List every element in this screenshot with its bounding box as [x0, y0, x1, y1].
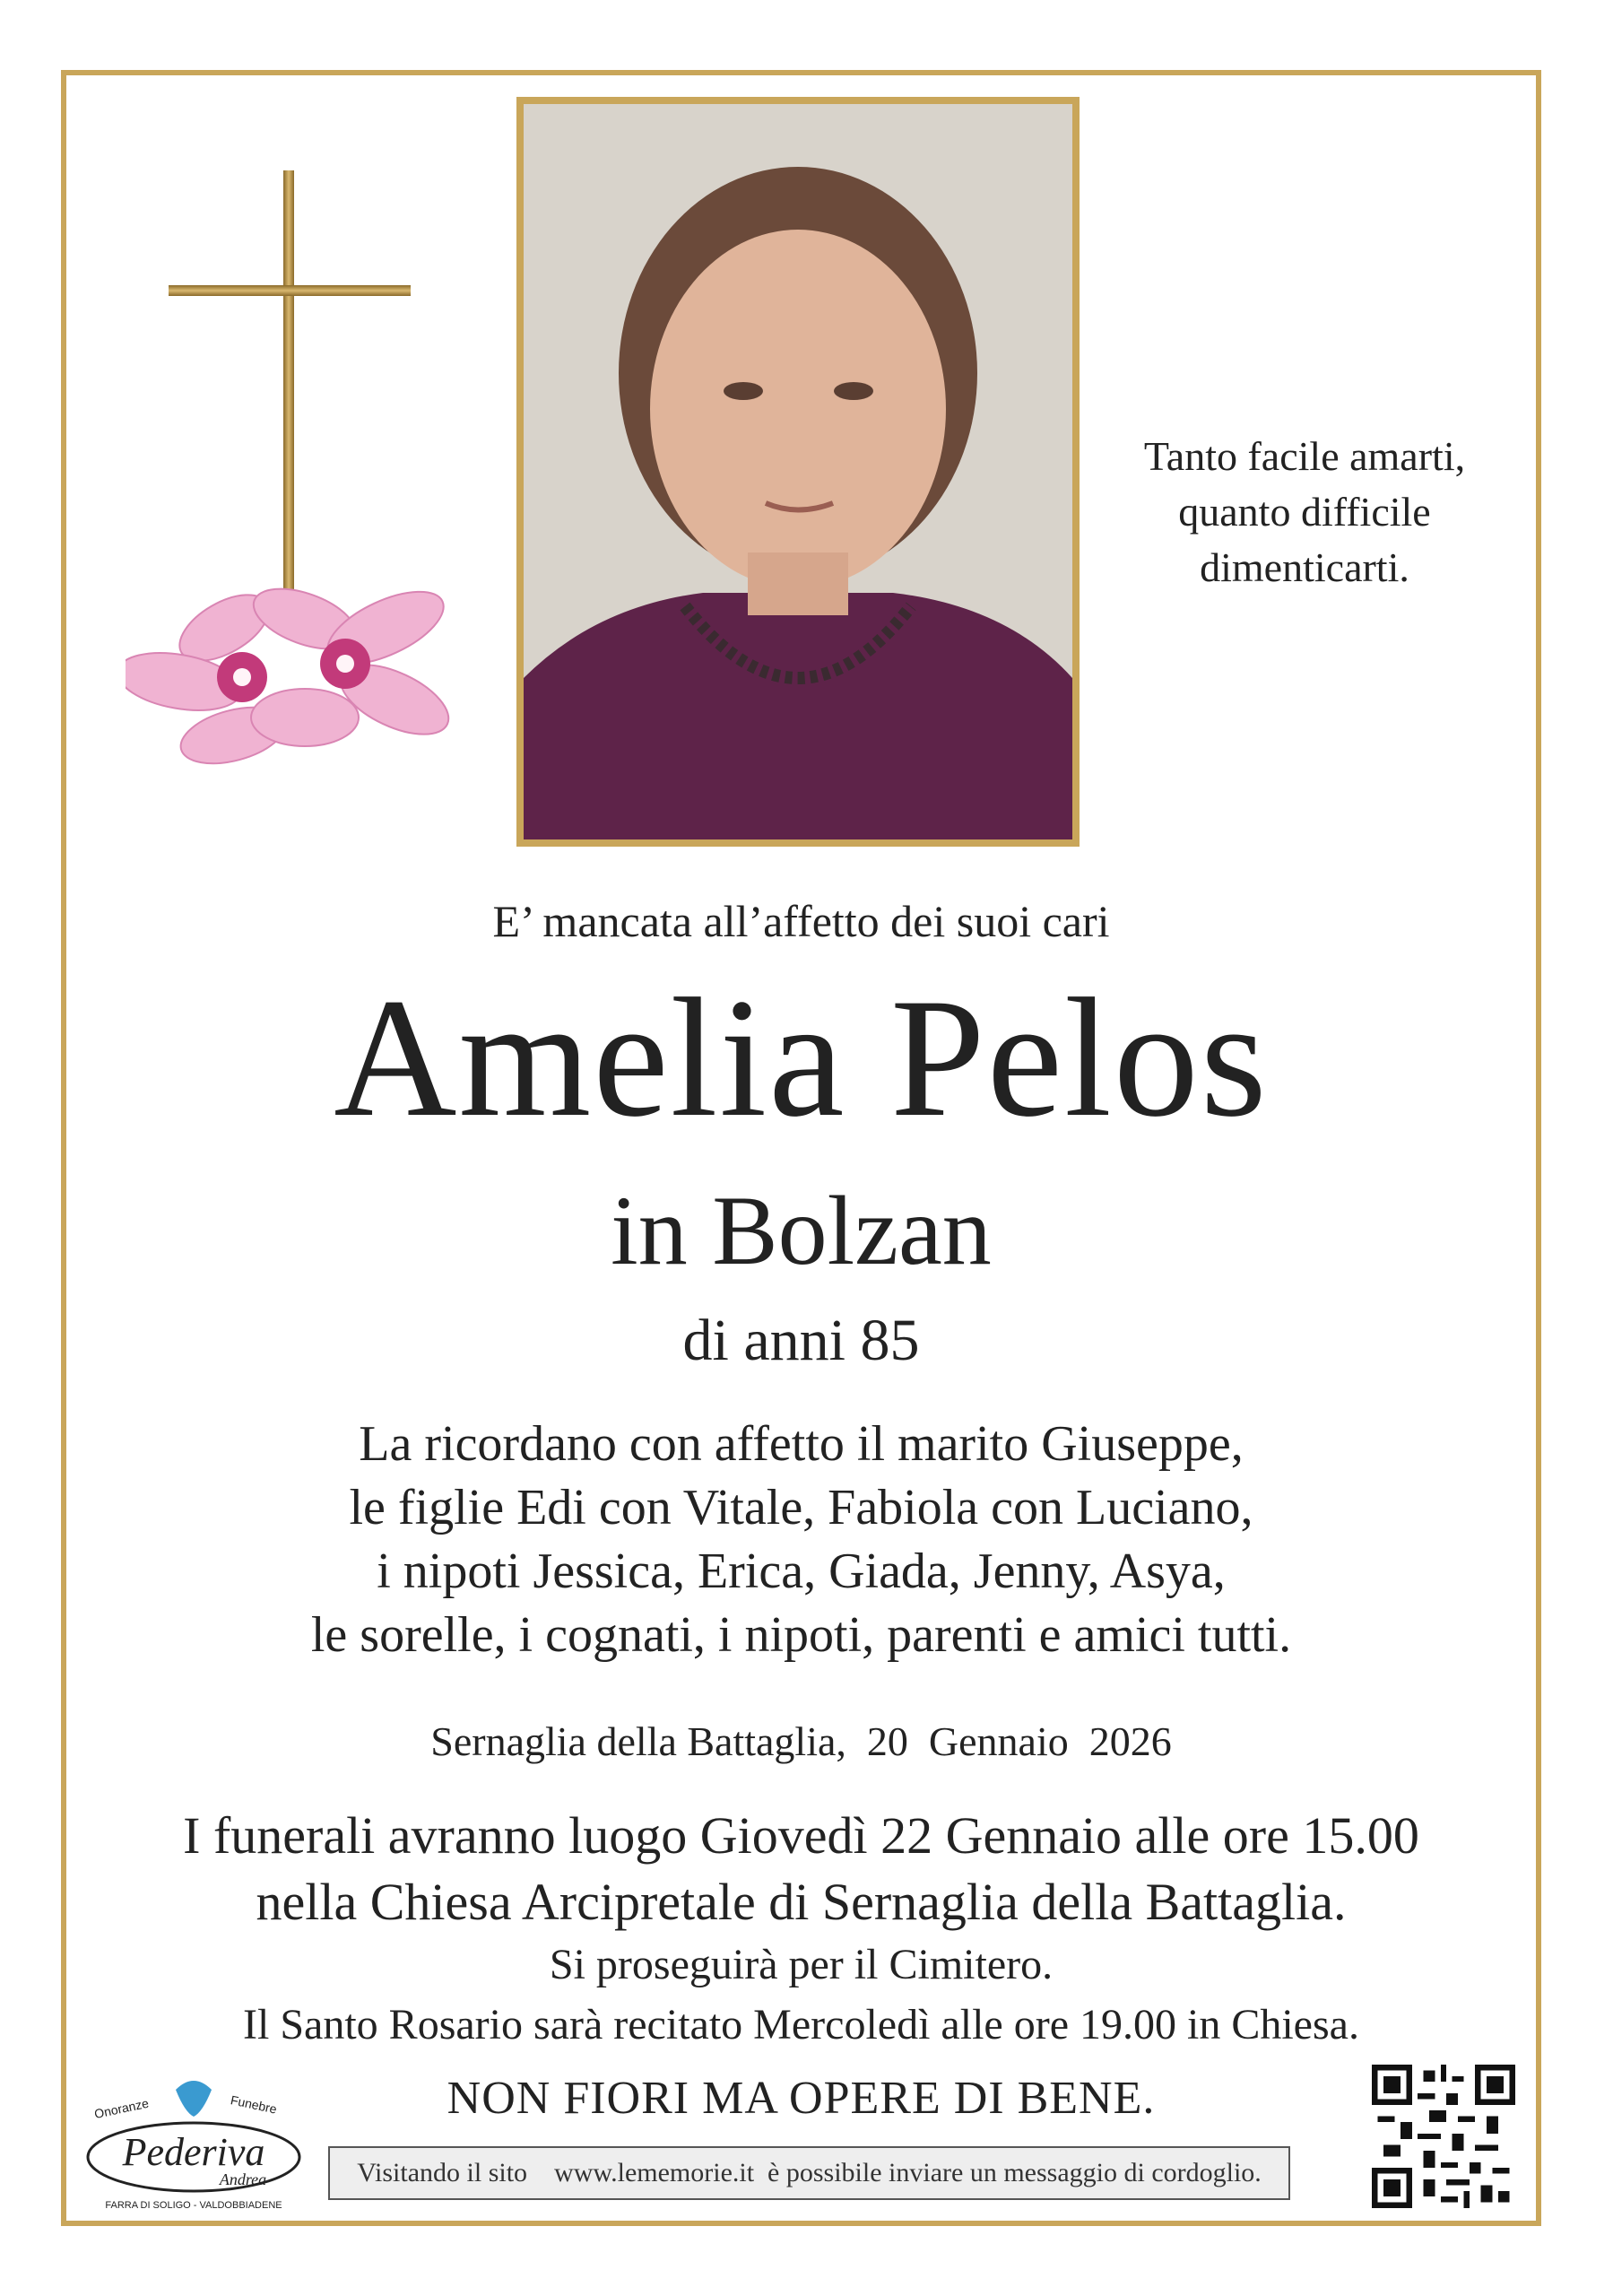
website-notice: Visitando il sito www.lememorie.it è possibile inviare un messaggio di cordoglio.	[328, 2146, 1290, 2200]
portrait-photo	[516, 97, 1080, 847]
age-text: di anni 85	[682, 1308, 920, 1373]
funeral-home-logo	[77, 2072, 310, 2215]
cross-icon-horizontal	[169, 285, 411, 296]
funeral-line: nella Chiesa Arcipretale di Sernaglia della Battaglia.	[256, 1873, 1347, 1931]
qr-code-icon[interactable]	[1372, 2065, 1515, 2208]
place-date: Sernaglia della Battaglia, 20 Gennaio 2026	[430, 1718, 1172, 1764]
orchid-flower-icon	[126, 565, 457, 780]
family-line: le sorelle, i cognati, i nipoti, parenti e amici tutti.	[310, 1607, 1292, 1663]
portrait-illustration	[524, 104, 1072, 839]
family-line: le figlie Edi con Vitale, Fabiola con Luciano,	[349, 1480, 1253, 1535]
quote-line: quanto difficile	[1178, 489, 1431, 535]
cross-icon-vertical	[283, 170, 294, 601]
funeral-info	[61, 1803, 1541, 1995]
family-line: La ricordano con affetto il marito Giuseppe,	[359, 1416, 1244, 1472]
logo-top-right: Funebre	[229, 2092, 279, 2117]
intro-text: E’ mancata all’affetto dei suoi cari	[492, 896, 1110, 946]
logo-sub: Andrea	[219, 2170, 267, 2188]
flowers-note: NON FIORI MA OPERE DI BENE.	[447, 2073, 1156, 2124]
family-mourners	[61, 1413, 1541, 1667]
cemetery-line: Si proseguirà per il Cimitero.	[549, 1941, 1054, 1988]
family-line: i nipoti Jessica, Erica, Giada, Jenny, Asya,	[377, 1544, 1226, 1599]
deceased-name: Amelia Pelos	[334, 964, 1269, 1152]
rosary-info: Il Santo Rosario sarà recitato Mercoledì alle ore 19.00 in Chiesa.	[243, 2001, 1359, 2048]
funeral-line: I funerali avranno luogo Giovedì 22 Gennaio alle ore 15.00	[183, 1806, 1419, 1865]
quote-line: Tanto facile amarti,	[1143, 433, 1466, 479]
married-name: in Bolzan	[611, 1176, 992, 1285]
quote-line: dimenticarti.	[1200, 544, 1409, 590]
logo-location: FARRA DI SOLIGO - VALDOBBIADENE	[105, 2200, 282, 2211]
logo-top-left: Onoranze	[92, 2095, 151, 2122]
logo-brand: Pederiva	[122, 2130, 265, 2174]
memorial-quote	[1094, 429, 1515, 596]
